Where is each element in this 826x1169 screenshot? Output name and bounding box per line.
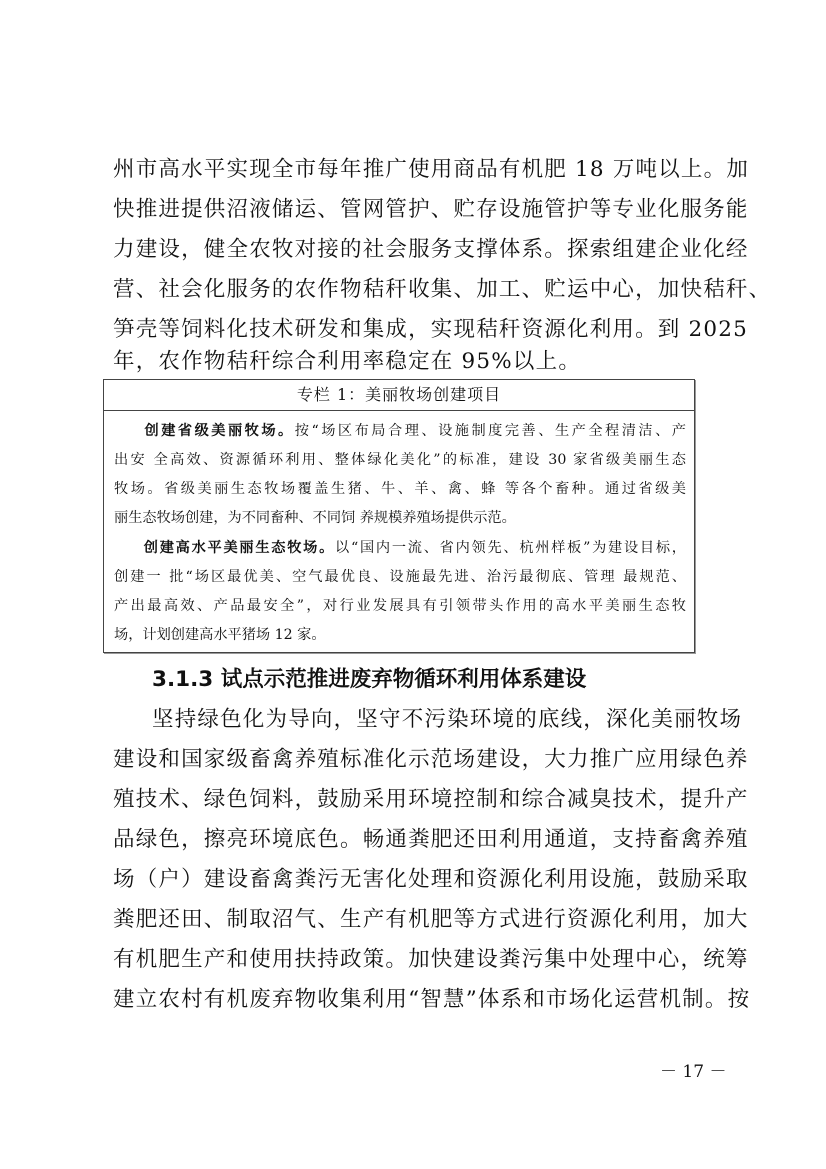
- text-line: 营、社会化服务的农作物秸秆收集、加工、贮运中心，加快秸秆、: [113, 277, 772, 302]
- text-line: 快推进提供沼液储运、管网管护、贮存设施管护等专业化服务能: [113, 197, 749, 222]
- box-line: 牧场。省级美丽生态牧场覆盖生猪、牛、羊、禽、蜂 等各个畜种。通过省级美: [114, 481, 686, 497]
- box-line: 产出最高效、产品最安全”，对行业发展具有引领带头作用的高水平美丽生态牧: [114, 598, 686, 614]
- text-line: 建立农村有机废弃物收集利用“智慧”体系和市场化运营机制。按: [113, 987, 751, 1012]
- box-line: [114, 534, 686, 563]
- box-line: 出安 全高效、资源循环利用、整体绿化美化”的标准，建设 30 家省级美丽生态: [114, 452, 686, 468]
- text-line: 坚持绿色化为导向，坚守不污染环境的底线，深化美丽牧场: [152, 707, 743, 732]
- text-line: 力建设，健全农牧对接的社会服务支撑体系。探索组建企业化经: [113, 237, 749, 262]
- text-line: 粪肥还田、制取沼气、生产有机肥等方式进行资源化利用，加大: [113, 907, 749, 932]
- item-title-high-level-ranch: 创建高水平美丽生态牧场。: [142, 540, 336, 556]
- text-line: 有机肥生产和使用扶持政策。加快建设粪污集中处理中心，统筹: [113, 947, 749, 972]
- box-text: 以“国内一流、省内领先、杭州样板”为建设目标，: [335, 540, 686, 556]
- text-line: 笋壳等饲料化技术研发和集成，实现秸秆资源化利用。到 2025: [113, 317, 749, 342]
- text-line: 殖技术、绿色饲料，鼓励采用环境控制和综合减臭技术，提升产: [113, 787, 749, 812]
- text-line: 建设和国家级畜禽养殖标准化示范场建设，大力推广应用绿色养: [113, 747, 749, 772]
- column-box: [103, 379, 695, 653]
- box-line: 场，计划创建高水平猪场 12 家。: [114, 627, 326, 643]
- box-line: 创建一 批“场区最优美、空气最优良、设施最先进、治污最彻底、管理 最规范、: [114, 569, 686, 585]
- column-box-title: 专栏 1：美丽牧场创建项目: [104, 380, 694, 411]
- box-text: 按“场区布局合理、设施制度完善、生产全程清洁、产: [294, 423, 686, 439]
- box-line: [114, 417, 686, 446]
- text-line: 场（户）建设畜禽粪污无害化处理和资源化利用设施，鼓励采取: [113, 867, 749, 892]
- box-line: 丽生态牧场创建，为不同畜种、不同饲 养规模养殖场提供示范。: [114, 510, 516, 526]
- item-title-provincial-ranch: 创建省级美丽牧场。: [142, 423, 295, 439]
- text-line: 州市高水平实现全市每年推广使用商品有机肥 18 万吨以上。加: [113, 157, 750, 182]
- text-line: 年，农作物秸秆综合利用率稳定在 95%以上。: [113, 349, 582, 374]
- text-line: 品绿色，擦亮环境底色。畅通粪肥还田利用通道，支持畜禽养殖: [113, 827, 749, 852]
- page-number: － 17 －: [660, 1062, 727, 1082]
- section-heading: 3.1.3 试点示范推进废弃物循环利用体系建设: [152, 667, 587, 692]
